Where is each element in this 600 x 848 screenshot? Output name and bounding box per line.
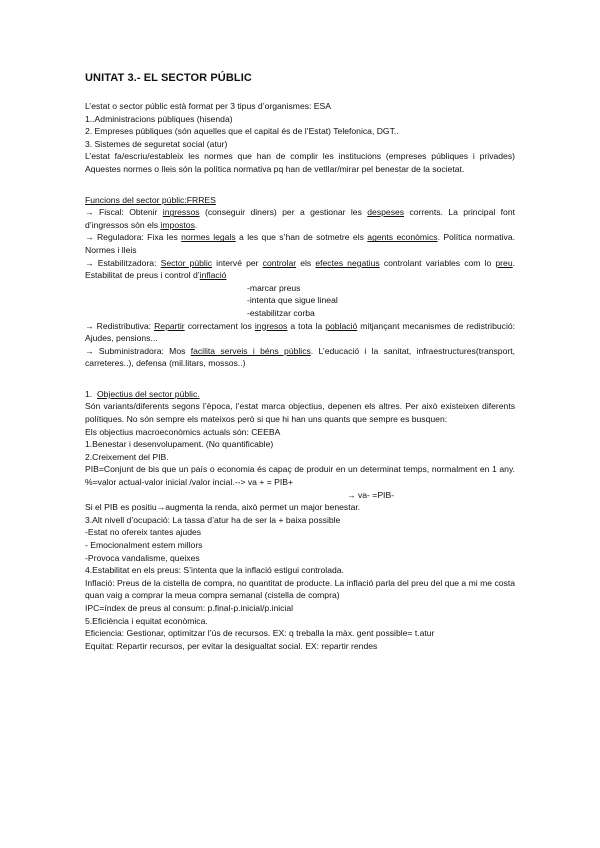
pib-definition: PIB=Conjunt de bis que un país o economia és capaç de produir en un determinat temps, normalment en 1 any. %=valor actual-valor inicial /valor incial.--> va + = PIB+ (85, 464, 515, 488)
funcio-redistributiva: → Redistributiva: Repartir correctament los ingresos a tota la població mitjançant mecanismes de redistribució: Ajudes, pensions... (85, 320, 516, 344)
objectius-line: Els objectius macroeconòmics actuals són: CEEBA (85, 426, 281, 437)
estabilitzadora-sub-item: -intenta que sigue lineal (247, 295, 338, 306)
objectius-heading: 1. Objectius del sector públic. (85, 388, 200, 399)
document-page (85, 60, 515, 652)
objectius-line: 4.Estabilitat en els preus: S’intenta que la inflació estigui controlada. (85, 565, 344, 576)
pib-negative-line: → va- =PIB- (347, 489, 395, 500)
objectius-paragraph: Són variants/diferents segons l’època, l’estat marca objectius, depenen els altres. Per això existeixen diferents polítiques. No són sempre els mateixos però si que hi han uns quants que sempre es busquen: (85, 401, 515, 425)
intro-line-4: 3. Sistemes de seguretat social (atur) (85, 138, 228, 149)
objectius-line: -Provoca vandalisme, queixes (85, 552, 200, 563)
estabilitzadora-sub-item: -marcar preus (247, 282, 301, 293)
estabilitzadora-sub-item: -estabilitzar corba (247, 307, 315, 318)
funcio-fiscal: → Fiscal: Obtenir ingressos (conseguir diners) per a gestionar les despeses corrents. La principal font d’ingressos són els impostos. (85, 207, 515, 230)
objectius-line: Equitat: Repartir recursos, per evitar la desigualtat social. EX: repartir rendes (85, 640, 378, 651)
objectius-line: -Estat no ofereix tantes ajudes (85, 527, 202, 538)
objectius-line: Eficiencia: Gestionar, optimitzar l’ús de recursos. EX: q treballa la màx. gent possible= t.atur (85, 628, 435, 639)
funcio-estabilitzadora: → Estabilitzadora: Sector públic intervé per controlar els efectes negatius controlant variables com lo preu. Estabilitat de preus i control d’inflació (85, 257, 515, 281)
intro-paragraph: L’estat fa/escriu/estableix les normes que han de complir les institucions (empreses públiques i privades) Aquestes normes o lleis són la política normativa pq han de vetllar/mirar pel benestar de la societat. (85, 151, 515, 174)
document-title: UNITAT 3.- EL SECTOR PÚBLIC (85, 72, 252, 84)
objectius-line: 1.Benestar i desenvolupament. (No quantificable) (85, 439, 274, 450)
intro-line-2: 1..Administracions públiques (hisenda) (85, 113, 233, 124)
objectius-line: IPC=índex de preus al consum: p.final-p.inicial/p.inicial (85, 602, 294, 613)
objectius-line: - Emocionalment estem millors (85, 540, 203, 550)
intro-line-1: L’estat o sector públic està format per 3 tipus d’organismes: ESA (85, 101, 331, 111)
intro-line-3: 2. Empreses públiques (són aquelles que el capital és de l’Estat) Telefonica, DGT.. (85, 126, 399, 137)
objectius-line: 3.Alt nivell d’ocupació: La tassa d’atur ha de ser la + baixa possible (85, 514, 341, 525)
objectius-line: 5.Eficiència i equitat econòmica. (85, 615, 208, 626)
funcio-subministradora: → Subministradora: Mos facilita serveis i béns públics. L’educació i la sanitat, infraestructures(transport, carreteres..), defensa (mil.litars, mossos..) (85, 345, 516, 369)
inflacio-paragraph: Inflació: Preus de la cistella de compra, no quantitat de producte. La inflació parla del preu del que a mi me costa quan vaig a comprar la meua compra semanal (cistella de compra) (85, 577, 515, 601)
funcions-heading: Funcions del sector públic:FRRES (85, 194, 216, 205)
funcio-reguladora: → Reguladora: Fixa les normes legals a les que s’han de sotmetre els agents econòmics. Política normativa. Normes i lleis (85, 232, 516, 255)
objectius-line: Si el PIB es positiu→augmenta la renda, això permet un major benestar. (85, 502, 361, 513)
objectius-line: 2.Creixement del PIB. (85, 451, 169, 462)
